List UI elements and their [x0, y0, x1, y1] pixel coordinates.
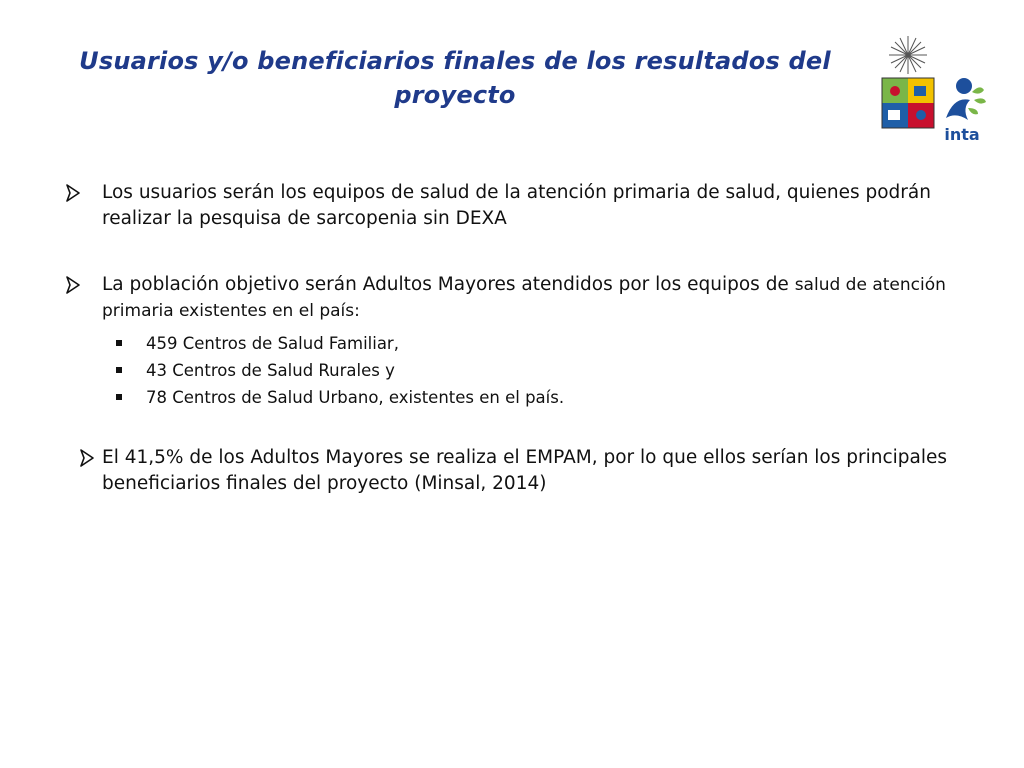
sub-list-item — [62, 357, 982, 384]
square-bullet-icon — [116, 394, 122, 400]
arrow-bullet-icon — [64, 183, 82, 203]
university-crest-icon — [872, 34, 992, 146]
inta-logo-text: inta — [944, 125, 980, 144]
slide-title — [60, 44, 850, 112]
inta-logo-icon — [946, 78, 986, 120]
sub-list-item — [62, 330, 982, 357]
slide-content — [62, 180, 982, 497]
sub-item-2-text: 43 Centros de Salud Rurales y — [146, 361, 395, 380]
star-burst-icon — [889, 36, 927, 74]
sub-list — [62, 330, 982, 411]
logos — [872, 34, 992, 146]
crest-shield-icon — [882, 78, 934, 128]
arrow-bullet-icon — [78, 448, 96, 468]
square-bullet-icon — [116, 367, 122, 373]
sub-list-item — [62, 384, 982, 411]
bullet-2-text-small: salud de atención primaria existentes en el país: — [102, 275, 946, 321]
arrow-bullet-icon — [64, 275, 82, 295]
bullet-item-2 — [62, 272, 982, 324]
bullet-2-text — [102, 272, 982, 324]
sub-item-1-text: 459 Centros de Salud Familiar, — [146, 334, 399, 353]
square-bullet-icon — [116, 340, 122, 346]
bullet-1-text: Los usuarios serán los equipos de salud de la atención primaria de salud, quienes podrán realizar la pesquisa de sarcopenia sin DEXA — [102, 182, 931, 229]
bullet-item-3 — [74, 445, 982, 497]
bullet-3-text: El 41,5% de los Adultos Mayores se realiza el EMPAM, por lo que ellos serían los principales beneficiarios finales del proyecto (Minsal, 2014) — [102, 447, 948, 494]
bullet-item-1 — [62, 180, 982, 232]
slide-title-line-2: proyecto — [394, 81, 516, 109]
slide-title-line-1: Usuarios y/o beneficiarios finales de los resultados del — [79, 47, 831, 75]
sub-item-3-text: 78 Centros de Salud Urbano, existentes en el país. — [146, 388, 565, 407]
bullet-2-text-main: La población objetivo serán Adultos Mayores atendidos por los equipos de — [102, 274, 795, 295]
